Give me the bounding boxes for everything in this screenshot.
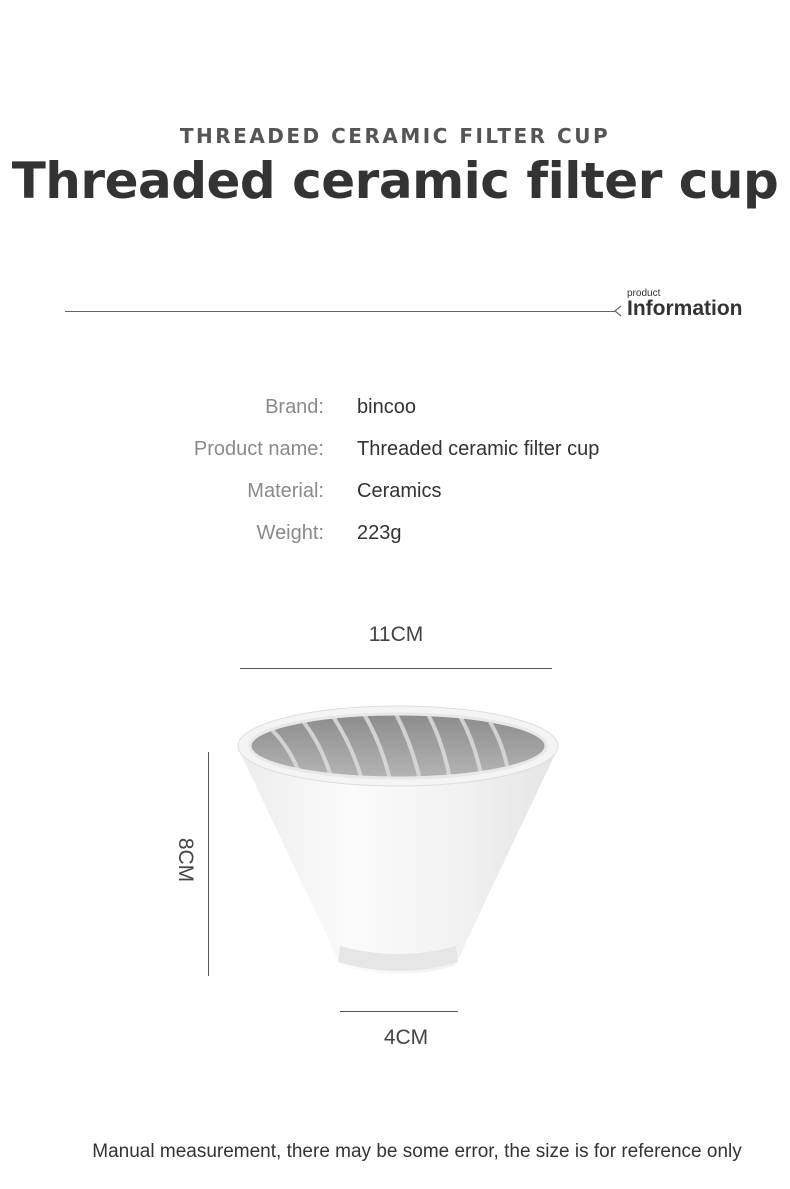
dimension-bottom-width-line xyxy=(340,1011,458,1012)
spec-row-material xyxy=(0,480,790,510)
spec-value: Ceramics xyxy=(357,480,442,502)
dimension-height-line xyxy=(208,752,209,976)
spec-value: 223g xyxy=(357,522,402,544)
spec-row-weight xyxy=(0,522,790,552)
spec-label: Product name: xyxy=(193,438,324,460)
filter-cup-image xyxy=(232,700,564,982)
info-label-big: Information xyxy=(627,297,743,320)
measurement-disclaimer: Manual measurement, there may be some error, the size is for reference only xyxy=(92,1141,742,1162)
spec-label: Brand: xyxy=(265,396,324,418)
spec-value: Threaded ceramic filter cup xyxy=(357,438,600,460)
spec-row-product-name xyxy=(0,438,790,468)
section-kicker: THREADED CERAMIC FILTER CUP xyxy=(179,124,611,148)
dimension-height-label: 8CM xyxy=(174,837,197,883)
dimension-bottom-width-label: 4CM xyxy=(383,1026,429,1049)
chevron-left-icon xyxy=(613,305,623,317)
spec-label: Weight: xyxy=(256,522,324,544)
spec-label: Material: xyxy=(247,480,324,502)
dimension-top-width-line xyxy=(240,668,552,669)
dimension-top-width-label: 11CM xyxy=(368,623,424,646)
spec-value: bincoo xyxy=(357,396,416,418)
page-title: Threaded ceramic filter cup xyxy=(11,152,779,210)
info-divider-line xyxy=(65,311,615,312)
info-label-small: product xyxy=(627,288,661,299)
spec-row-brand xyxy=(0,396,790,426)
